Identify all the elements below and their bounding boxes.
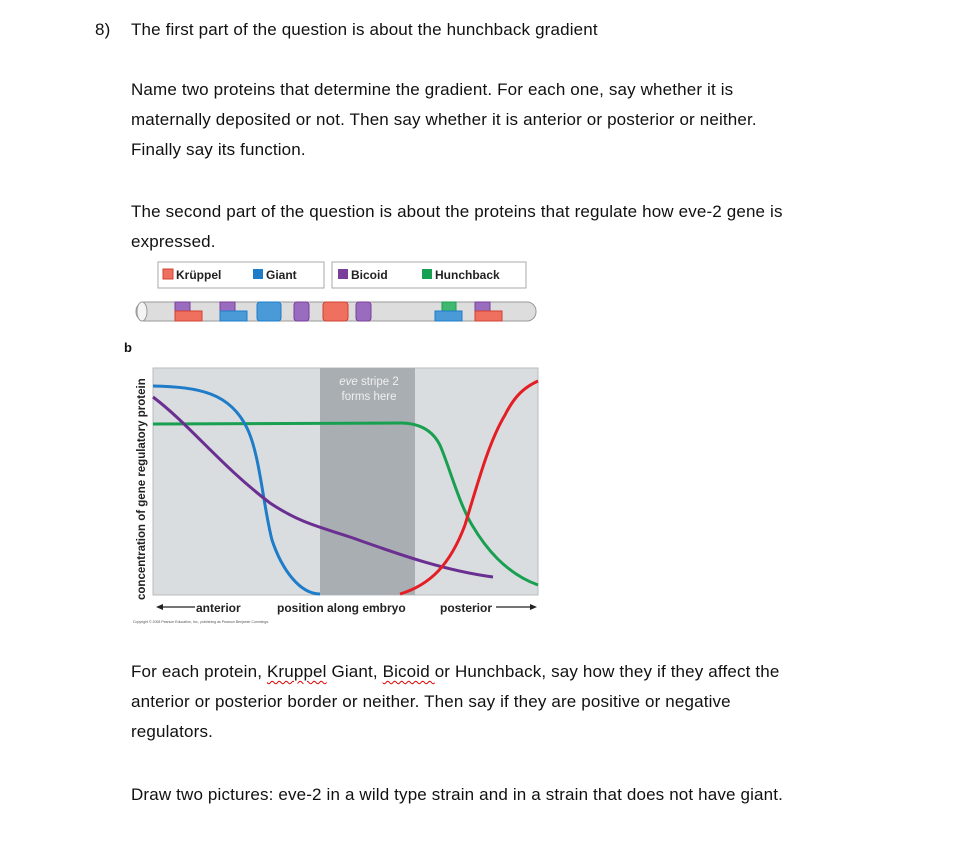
stripe-label-line2: forms here bbox=[341, 391, 397, 403]
part2-line: The second part of the question is about the proteins that regulate how eve-2 gene is bbox=[131, 202, 783, 221]
hunchback-swatch bbox=[422, 269, 432, 279]
text-span: Giant, bbox=[326, 662, 383, 681]
anterior-arrow bbox=[156, 604, 195, 610]
part3-line bbox=[131, 662, 779, 682]
legend-hunchback: Hunchback bbox=[435, 268, 500, 282]
part3-line: anterior or posterior border or neither. Then say if they are positive or negative bbox=[131, 692, 731, 711]
question-heading: The first part of the question is about the hunchback gradient bbox=[131, 20, 598, 39]
x-axis-label: position along embryo bbox=[277, 601, 406, 615]
giant-swatch bbox=[253, 269, 263, 279]
part1-line: maternally deposited or not. Then say whether it is anterior or posterior or neither. bbox=[131, 110, 757, 129]
part1-line: Finally say its function. bbox=[131, 140, 306, 159]
legend-bicoid: Bicoid bbox=[351, 268, 388, 282]
posterior-arrow bbox=[496, 604, 537, 610]
legend-giant: Giant bbox=[266, 268, 297, 282]
part4-line: Draw two pictures: eve-2 in a wild type strain and in a strain that does not have giant. bbox=[131, 785, 783, 804]
bicoid-swatch bbox=[338, 269, 348, 279]
x-label-posterior: posterior bbox=[440, 601, 493, 615]
stripe-label-line1: eve stripe 2 bbox=[339, 376, 399, 388]
part2-line: expressed. bbox=[131, 232, 216, 251]
kruppel-swatch bbox=[163, 269, 173, 279]
question-number: 8) bbox=[95, 20, 111, 39]
x-label-anterior: anterior bbox=[196, 601, 241, 615]
eve-stripe2-figure bbox=[120, 255, 550, 630]
text-span: For each protein, bbox=[131, 662, 267, 681]
part3-line: regulators. bbox=[131, 722, 213, 741]
legend-kruppel: Krüppel bbox=[176, 268, 222, 282]
dna-enhancer-rod bbox=[136, 302, 536, 321]
copyright-text: Copyright © 2008 Pearson Education, Inc., publishing as Pearson Benjamin Cummings. bbox=[133, 620, 270, 624]
misspelled-word: Bicoid bbox=[382, 662, 435, 681]
text-span: or Hunchback, say how they if they affect the bbox=[434, 662, 780, 681]
y-axis-label: concentration of gene regulatory protein bbox=[136, 378, 148, 600]
panel-label: b bbox=[124, 340, 132, 355]
misspelled-word: Kruppel bbox=[266, 662, 327, 681]
part1-line: Name two proteins that determine the gradient. For each one, say whether it is bbox=[131, 80, 734, 99]
